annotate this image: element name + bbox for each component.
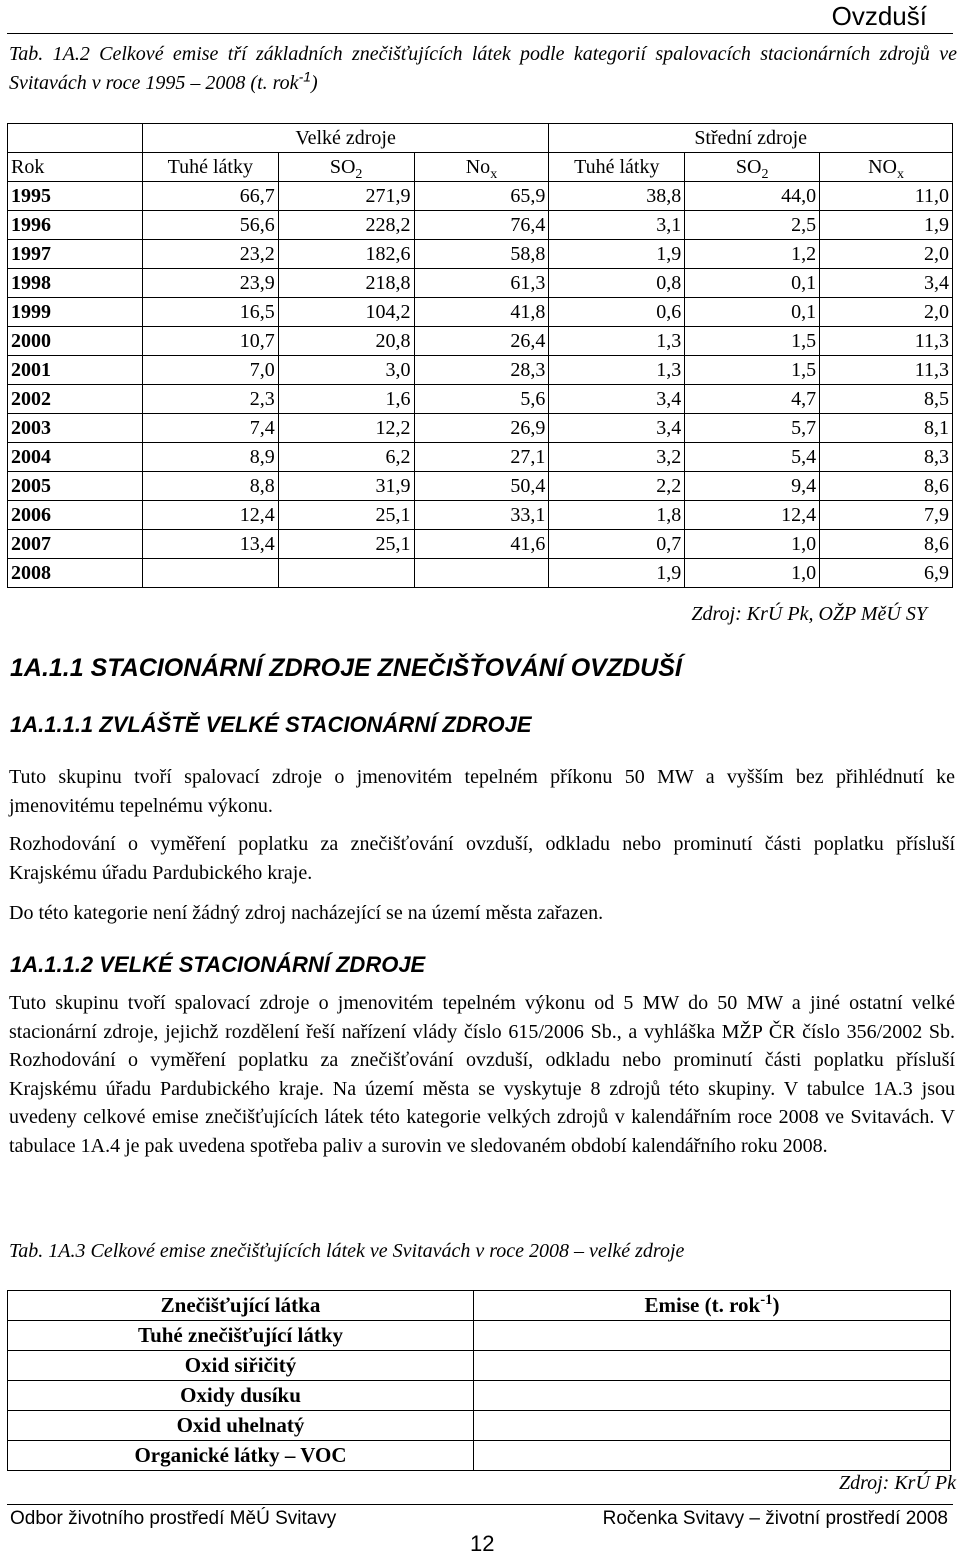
footer-rule (7, 1504, 953, 1505)
table1-col-nox-medium (820, 153, 953, 182)
table-cell-year: 2005 (8, 472, 143, 501)
table-cell-year: 2008 (8, 559, 143, 588)
table-row (8, 327, 953, 356)
table-row (8, 443, 953, 472)
table-cell-value: 61,3 (414, 269, 549, 298)
table-cell-value: 3,4 (549, 385, 685, 414)
table-cell-value: 6,9 (820, 559, 953, 588)
table-cell-value: 1,8 (549, 501, 685, 530)
table-cell-value: 11,3 (820, 356, 953, 385)
table-cell-value: 104,2 (278, 298, 414, 327)
table-cell-value: 3,1 (549, 211, 685, 240)
table-cell-emission (474, 1381, 951, 1411)
table-cell-value: 8,5 (820, 385, 953, 414)
table-cell-year: 2002 (8, 385, 143, 414)
emission-label: Emise (t. rok (644, 1293, 761, 1317)
table1-col-year: Rok (8, 153, 143, 182)
table-cell-value: 10,7 (142, 327, 278, 356)
table-cell-year: 1995 (8, 182, 143, 211)
table-cell-value: 0,8 (549, 269, 685, 298)
table-cell-emission (474, 1411, 951, 1441)
table-cell-year: 2001 (8, 356, 143, 385)
table-cell-value: 0,6 (549, 298, 685, 327)
table1-col-solid-medium: Tuhé látky (549, 153, 685, 182)
page-number: 12 (470, 1531, 495, 1556)
table-cell-value: 44,0 (685, 182, 820, 211)
table1-column-header-row (8, 153, 953, 182)
table-cell-value: 9,4 (685, 472, 820, 501)
table-cell-pollutant: Tuhé znečišťující látky (8, 1321, 474, 1351)
table-cell-value: 5,6 (414, 385, 549, 414)
table-cell-value: 1,5 (685, 356, 820, 385)
table-cell-value: 12,4 (142, 501, 278, 530)
table-cell-year: 2004 (8, 443, 143, 472)
table-cell-value: 7,0 (142, 356, 278, 385)
nox-base-medium: NO (868, 156, 897, 178)
table-cell-value: 8,6 (820, 472, 953, 501)
table-cell-value: 27,1 (414, 443, 549, 472)
emission-sup: -1 (760, 1292, 773, 1308)
table-cell-year: 1999 (8, 298, 143, 327)
table1-group-header-row (8, 124, 953, 153)
table-cell-value: 0,1 (685, 298, 820, 327)
table-cell-value: 1,0 (685, 559, 820, 588)
table-cell-value: 20,8 (278, 327, 414, 356)
table-cell-value: 1,9 (549, 559, 685, 588)
table-row (8, 1351, 951, 1381)
table-cell-value: 2,3 (142, 385, 278, 414)
table-cell-value: 41,6 (414, 530, 549, 559)
table-cell-year: 2006 (8, 501, 143, 530)
so2-base-medium: SO (735, 156, 762, 178)
table-cell-value: 13,4 (142, 530, 278, 559)
table-cell-value: 1,6 (278, 385, 414, 414)
table-row (8, 1411, 951, 1441)
table-cell-value: 56,6 (142, 211, 278, 240)
table-cell-value: 16,5 (142, 298, 278, 327)
table-cell-value: 0,1 (685, 269, 820, 298)
table-row (8, 1441, 951, 1471)
table-row (8, 182, 953, 211)
table-cell-value: 2,5 (685, 211, 820, 240)
table-cell-value: 1,3 (549, 327, 685, 356)
table-row (8, 1321, 951, 1351)
table1-caption-text: Tab. 1A.2 Celkové emise tří základních znečišťujících látek podle kategorií spalovacích stacionárních zdrojů ve Svitavách v roce 1995 – 2008 (t. rok (9, 43, 957, 94)
table-cell-value: 3,4 (820, 269, 953, 298)
table-row (8, 269, 953, 298)
table-row (8, 414, 953, 443)
emission-label-suffix: ) (772, 1293, 780, 1317)
table-row (8, 211, 953, 240)
table-cell-value: 25,1 (278, 501, 414, 530)
table-row (8, 356, 953, 385)
so2-sub: 2 (355, 167, 363, 182)
table-cell-value: 6,2 (278, 443, 414, 472)
table3-caption: Tab. 1A.3 Celkové emise znečišťujících látek ve Svitavách v roce 2008 – velké zdroje (9, 1240, 685, 1262)
table-row (8, 298, 953, 327)
table-cell-value: 23,9 (142, 269, 278, 298)
table-cell-value: 65,9 (414, 182, 549, 211)
table-cell-value: 7,4 (142, 414, 278, 443)
table-cell-value: 26,9 (414, 414, 549, 443)
footer-right: Ročenka Svitavy – životní prostředí 2008 (602, 1508, 948, 1529)
table-row (8, 472, 953, 501)
table-cell-value: 5,7 (685, 414, 820, 443)
table-cell-value: 2,2 (549, 472, 685, 501)
table-cell-value: 4,7 (685, 385, 820, 414)
table-cell-value: 41,8 (414, 298, 549, 327)
table-cell-value: 33,1 (414, 501, 549, 530)
table-cell-year: 1998 (8, 269, 143, 298)
table-cell-pollutant: Organické látky – VOC (8, 1441, 474, 1471)
paragraph-large-sources: Tuto skupinu tvoří spalovací zdroje o jmenovitém tepelném výkonu od 5 MW do 50 MW a jiné ostatní velké stacionární zdroje, jejichž rozdělení řeší nařízení vlády číslo 615/2006 Sb., a vyhláška MŽP ČR číslo 356/2002 Sb. Rozhodování o vyměření poplatku za znečišťování ovzduší, odkladu nebo prominutí části poplatku přísluší Krajskému úřadu Pardubického kraje. Na území města se vyskytuje 8 zdrojů této skupiny. V tabulce 1A.3 jsou uvedeny celkové emise znečišťujících látek této kategorie velkých zdrojů v kalendářním roce 2008 ve Svitavách. V tabulace 1A.4 je pak uvedena spotřeba paliv a surovin ve sledovaném období kalendářního roku 2008. (9, 992, 955, 1157)
paragraph-fee-decision: Rozhodování o vyměření poplatku za znečišťování ovzduší, odkladu nebo prominutí části poplatku přísluší Krajskému úřadu Pardubického kraje. (9, 833, 955, 884)
table-cell-value: 11,3 (820, 327, 953, 356)
table-cell-year: 2003 (8, 414, 143, 443)
table1-col-nox-large (414, 153, 549, 182)
table-cell-pollutant: Oxidy dusíku (8, 1381, 474, 1411)
footer-left: Odbor životního prostředí MěÚ Svitavy (10, 1508, 337, 1529)
large-sources-emissions-table (7, 1290, 951, 1471)
table-cell-value: 1,2 (685, 240, 820, 269)
emissions-table (7, 123, 953, 588)
table-cell-value: 76,4 (414, 211, 549, 240)
table-cell-value: 8,8 (142, 472, 278, 501)
table-cell-value: 12,4 (685, 501, 820, 530)
table3-col-emission (474, 1291, 951, 1321)
table-cell-value: 38,8 (549, 182, 685, 211)
table-row (8, 559, 953, 588)
table-cell-value: 1,3 (549, 356, 685, 385)
table-cell-value: 1,0 (685, 530, 820, 559)
so2-base: SO (329, 156, 356, 178)
table-cell-pollutant: Oxid uhelnatý (8, 1411, 474, 1441)
table-cell-value: 228,2 (278, 211, 414, 240)
table-cell-year: 1996 (8, 211, 143, 240)
table-cell-value: 3,2 (549, 443, 685, 472)
table-cell-pollutant: Oxid siřičitý (8, 1351, 474, 1381)
table-cell-value: 1,9 (549, 240, 685, 269)
nox-base: No (465, 156, 491, 178)
heading-large-sources: 1A.1.1.2 VELKÉ STACIONÁRNÍ ZDROJE (10, 952, 426, 977)
table-cell-value: 3,0 (278, 356, 414, 385)
table-cell-value: 182,6 (278, 240, 414, 269)
table1-group-large: Velké zdroje (142, 124, 549, 153)
table1-caption-sup: -1 (298, 68, 312, 85)
table-cell-value: 12,2 (278, 414, 414, 443)
table-cell-value: 23,2 (142, 240, 278, 269)
table-cell-value: 2,0 (820, 240, 953, 269)
table3-source: Zdroj: KrÚ Pk (838, 1472, 956, 1494)
table-cell-value: 31,9 (278, 472, 414, 501)
paragraph-extra-large-definition: Tuto skupinu tvoří spalovací zdroje o jmenovitém tepelném příkonu 50 MW a vyšším bez přihlédnutí ke jmenovitému tepelnému výkonu. (9, 766, 955, 817)
table-cell-value: 25,1 (278, 530, 414, 559)
table1-col-so2-large (278, 153, 414, 182)
table1-source: Zdroj: KrÚ Pk, OŽP MěÚ SY (691, 603, 927, 625)
table-cell-value: 50,4 (414, 472, 549, 501)
table-cell-value: 2,0 (820, 298, 953, 327)
table-cell-value: 28,3 (414, 356, 549, 385)
table-cell-value: 8,9 (142, 443, 278, 472)
table3-header-row (8, 1291, 951, 1321)
table-cell-year: 2007 (8, 530, 143, 559)
table-cell-value (142, 559, 278, 588)
table-cell-value: 58,8 (414, 240, 549, 269)
table-row (8, 530, 953, 559)
header-rule (7, 33, 953, 34)
table1-caption (9, 40, 957, 98)
table-cell-value: 1,5 (685, 327, 820, 356)
table-cell-value: 271,9 (278, 182, 414, 211)
table-cell-emission (474, 1441, 951, 1471)
table-cell-value: 0,7 (549, 530, 685, 559)
table-row (8, 501, 953, 530)
table-row (8, 1381, 951, 1411)
table-cell-emission (474, 1321, 951, 1351)
table1-col-solid-large: Tuhé látky (142, 153, 278, 182)
table-cell-value: 8,6 (820, 530, 953, 559)
table1-group-medium: Střední zdroje (549, 124, 953, 153)
nox-sub: x (490, 167, 498, 182)
table-cell-value (414, 559, 549, 588)
heading-stationary-sources: 1A.1.1 STACIONÁRNÍ ZDROJE ZNEČIŠŤOVÁNÍ OVZDUŠÍ (10, 654, 682, 682)
table-cell-value: 26,4 (414, 327, 549, 356)
table-cell-value: 218,8 (278, 269, 414, 298)
table-cell-value: 3,4 (549, 414, 685, 443)
table-cell-value: 7,9 (820, 501, 953, 530)
table1-group-empty (8, 124, 143, 153)
table-row (8, 240, 953, 269)
table-cell-year: 1997 (8, 240, 143, 269)
table3-col-pollutant: Znečišťující látka (8, 1291, 474, 1321)
heading-extra-large-sources: 1A.1.1.1 ZVLÁŠTĚ VELKÉ STACIONÁRNÍ ZDROJE (10, 712, 532, 737)
table1-col-so2-medium (685, 153, 820, 182)
paragraph-no-source: Do této kategorie není žádný zdroj nacházející se na území města zařazen. (9, 902, 604, 924)
table-cell-year: 2000 (8, 327, 143, 356)
table-cell-emission (474, 1351, 951, 1381)
table-cell-value: 5,4 (685, 443, 820, 472)
nox-sub-medium: x (896, 167, 904, 182)
table-cell-value (278, 559, 414, 588)
table-row (8, 385, 953, 414)
table-cell-value: 11,0 (820, 182, 953, 211)
table-cell-value: 1,9 (820, 211, 953, 240)
so2-sub-medium: 2 (761, 167, 769, 182)
table1-caption-suffix: ) (311, 72, 318, 94)
header-title: Ovzduší (831, 1, 927, 31)
table-cell-value: 66,7 (142, 182, 278, 211)
table-cell-value: 8,3 (820, 443, 953, 472)
table-cell-value: 8,1 (820, 414, 953, 443)
